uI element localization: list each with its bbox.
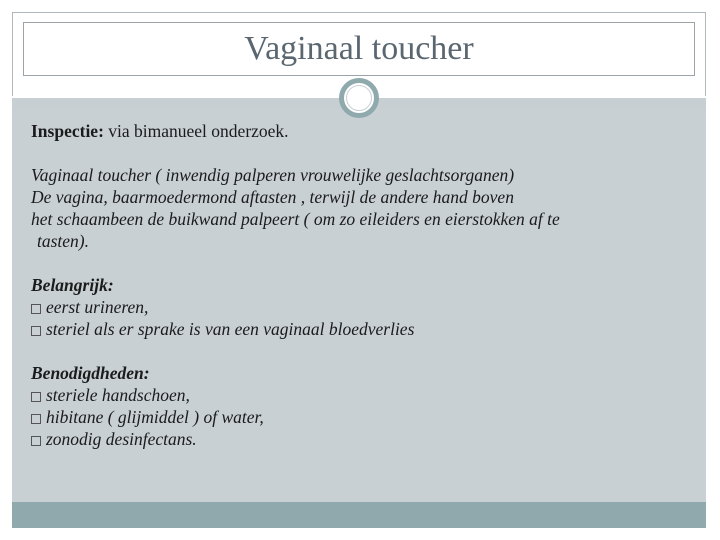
checkbox-bullet-icon	[31, 304, 41, 314]
list-item: eerst urineren,	[31, 296, 691, 318]
circle-ornament-icon	[339, 78, 379, 118]
list-item: steriele handschoen,	[31, 384, 691, 406]
belangrijk-heading: Belangrijk:	[31, 275, 114, 295]
list-item: hibitane ( glijmiddel ) of water,	[31, 406, 691, 428]
inspectie-line	[31, 120, 691, 142]
list-item: zonodig desinfectans.	[31, 428, 691, 450]
checkbox-bullet-icon	[31, 414, 41, 424]
description-line-1: Vaginaal toucher ( inwendig palperen vrouwelijke geslachtsorganen)	[31, 165, 515, 185]
checkbox-bullet-icon	[31, 436, 41, 446]
checkbox-bullet-icon	[31, 326, 41, 336]
title-box	[23, 22, 695, 76]
bottom-bar	[12, 502, 706, 528]
list-item: steriel als er sprake is van een vaginaal bloedverlies	[31, 318, 691, 340]
slide-body	[31, 120, 691, 450]
slide-title: Vaginaal toucher	[244, 30, 474, 67]
benodigdheden-heading: Benodigdheden:	[31, 363, 150, 383]
inspectie-text: via bimanueel onderzoek.	[103, 121, 289, 141]
checkbox-bullet-icon	[31, 392, 41, 402]
description-line-2: De vagina, baarmoedermond aftasten , terwijl de andere hand boven	[31, 187, 514, 207]
description-line-3: het schaambeen de buikwand palpeert ( om zo eileiders en eierstokken af te	[31, 209, 560, 229]
inspectie-label: Inspectie:	[31, 121, 104, 141]
description-line-4: tasten).	[37, 231, 90, 251]
